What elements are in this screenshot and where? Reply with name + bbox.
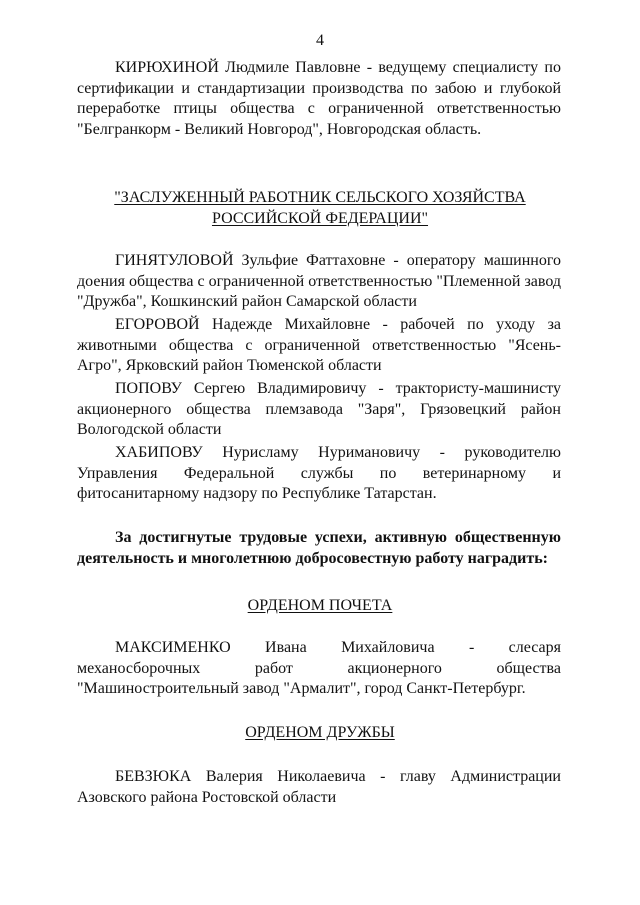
section-heading-honored-worker-line2: РОССИЙСКОЙ ФЕДЕРАЦИИ" [211,210,429,227]
honored-worker-popov: ПОПОВУ Сергею Владимировичу - трактористу-машинисту акционерного общества племзавода "Заря", Грязовецкий район Вологодской области [77,380,561,438]
order-of-honor-recipient: МАКСИМЕНКО Ивана Михайловича - слесаря механосборочных работ акционерного общества "Машиностроительный завод "Армалит", город Санкт-Петербург. [77,639,561,697]
section-heading-honored-worker-line1: "ЗАСЛУЖЕННЫЙ РАБОТНИК СЕЛЬСКОГО ХОЗЯЙСТВА [114,189,526,206]
honored-worker-egorova: ЕГОРОВОЙ Надежде Михайловне - рабочей по уходу за животными общества с ограниченной ответственностью "Ясень-Агро", Ярковский район Тюменской области [77,316,561,374]
award-statement: За достигнутые трудовые успехи, активную общественную деятельность и многолетнюю добросовестную работу наградить: [77,529,561,567]
award-recipient-kiryukhina: КИРЮХИНОЙ Людмиле Павловне - ведущему специалисту по сертификации и стандартизации производства по забою и глубокой переработке птицы общества с ограниченной ответственностью "Белгранкорм - Великий Новгород", Новгородская область. [77,59,561,138]
section-heading-order-of-honor: ОРДЕНОМ ПОЧЕТА [247,597,393,614]
page-number: 4 [316,32,324,49]
honored-worker-ginyatulova: ГИНЯТУЛОВОЙ Зульфие Фаттаховне - оператору машинного доения общества с ограниченной ответственностью "Племенной завод "Дружба", Кошкинский район Самарской области [77,252,561,310]
section-heading-order-of-friendship: ОРДЕНОМ ДРУЖБЫ [245,724,395,741]
honored-worker-khabipov: ХАБИПОВУ Нурисламу Нуримановичу - руководителю Управления Федеральной службы по ветеринарному и фитосанитарному надзору по Республике Татарстан. [77,444,561,502]
order-of-friendship-recipient: БЕВЗЮКА Валерия Николаевича - главу Администрации Азовского района Ростовской области [77,768,561,806]
